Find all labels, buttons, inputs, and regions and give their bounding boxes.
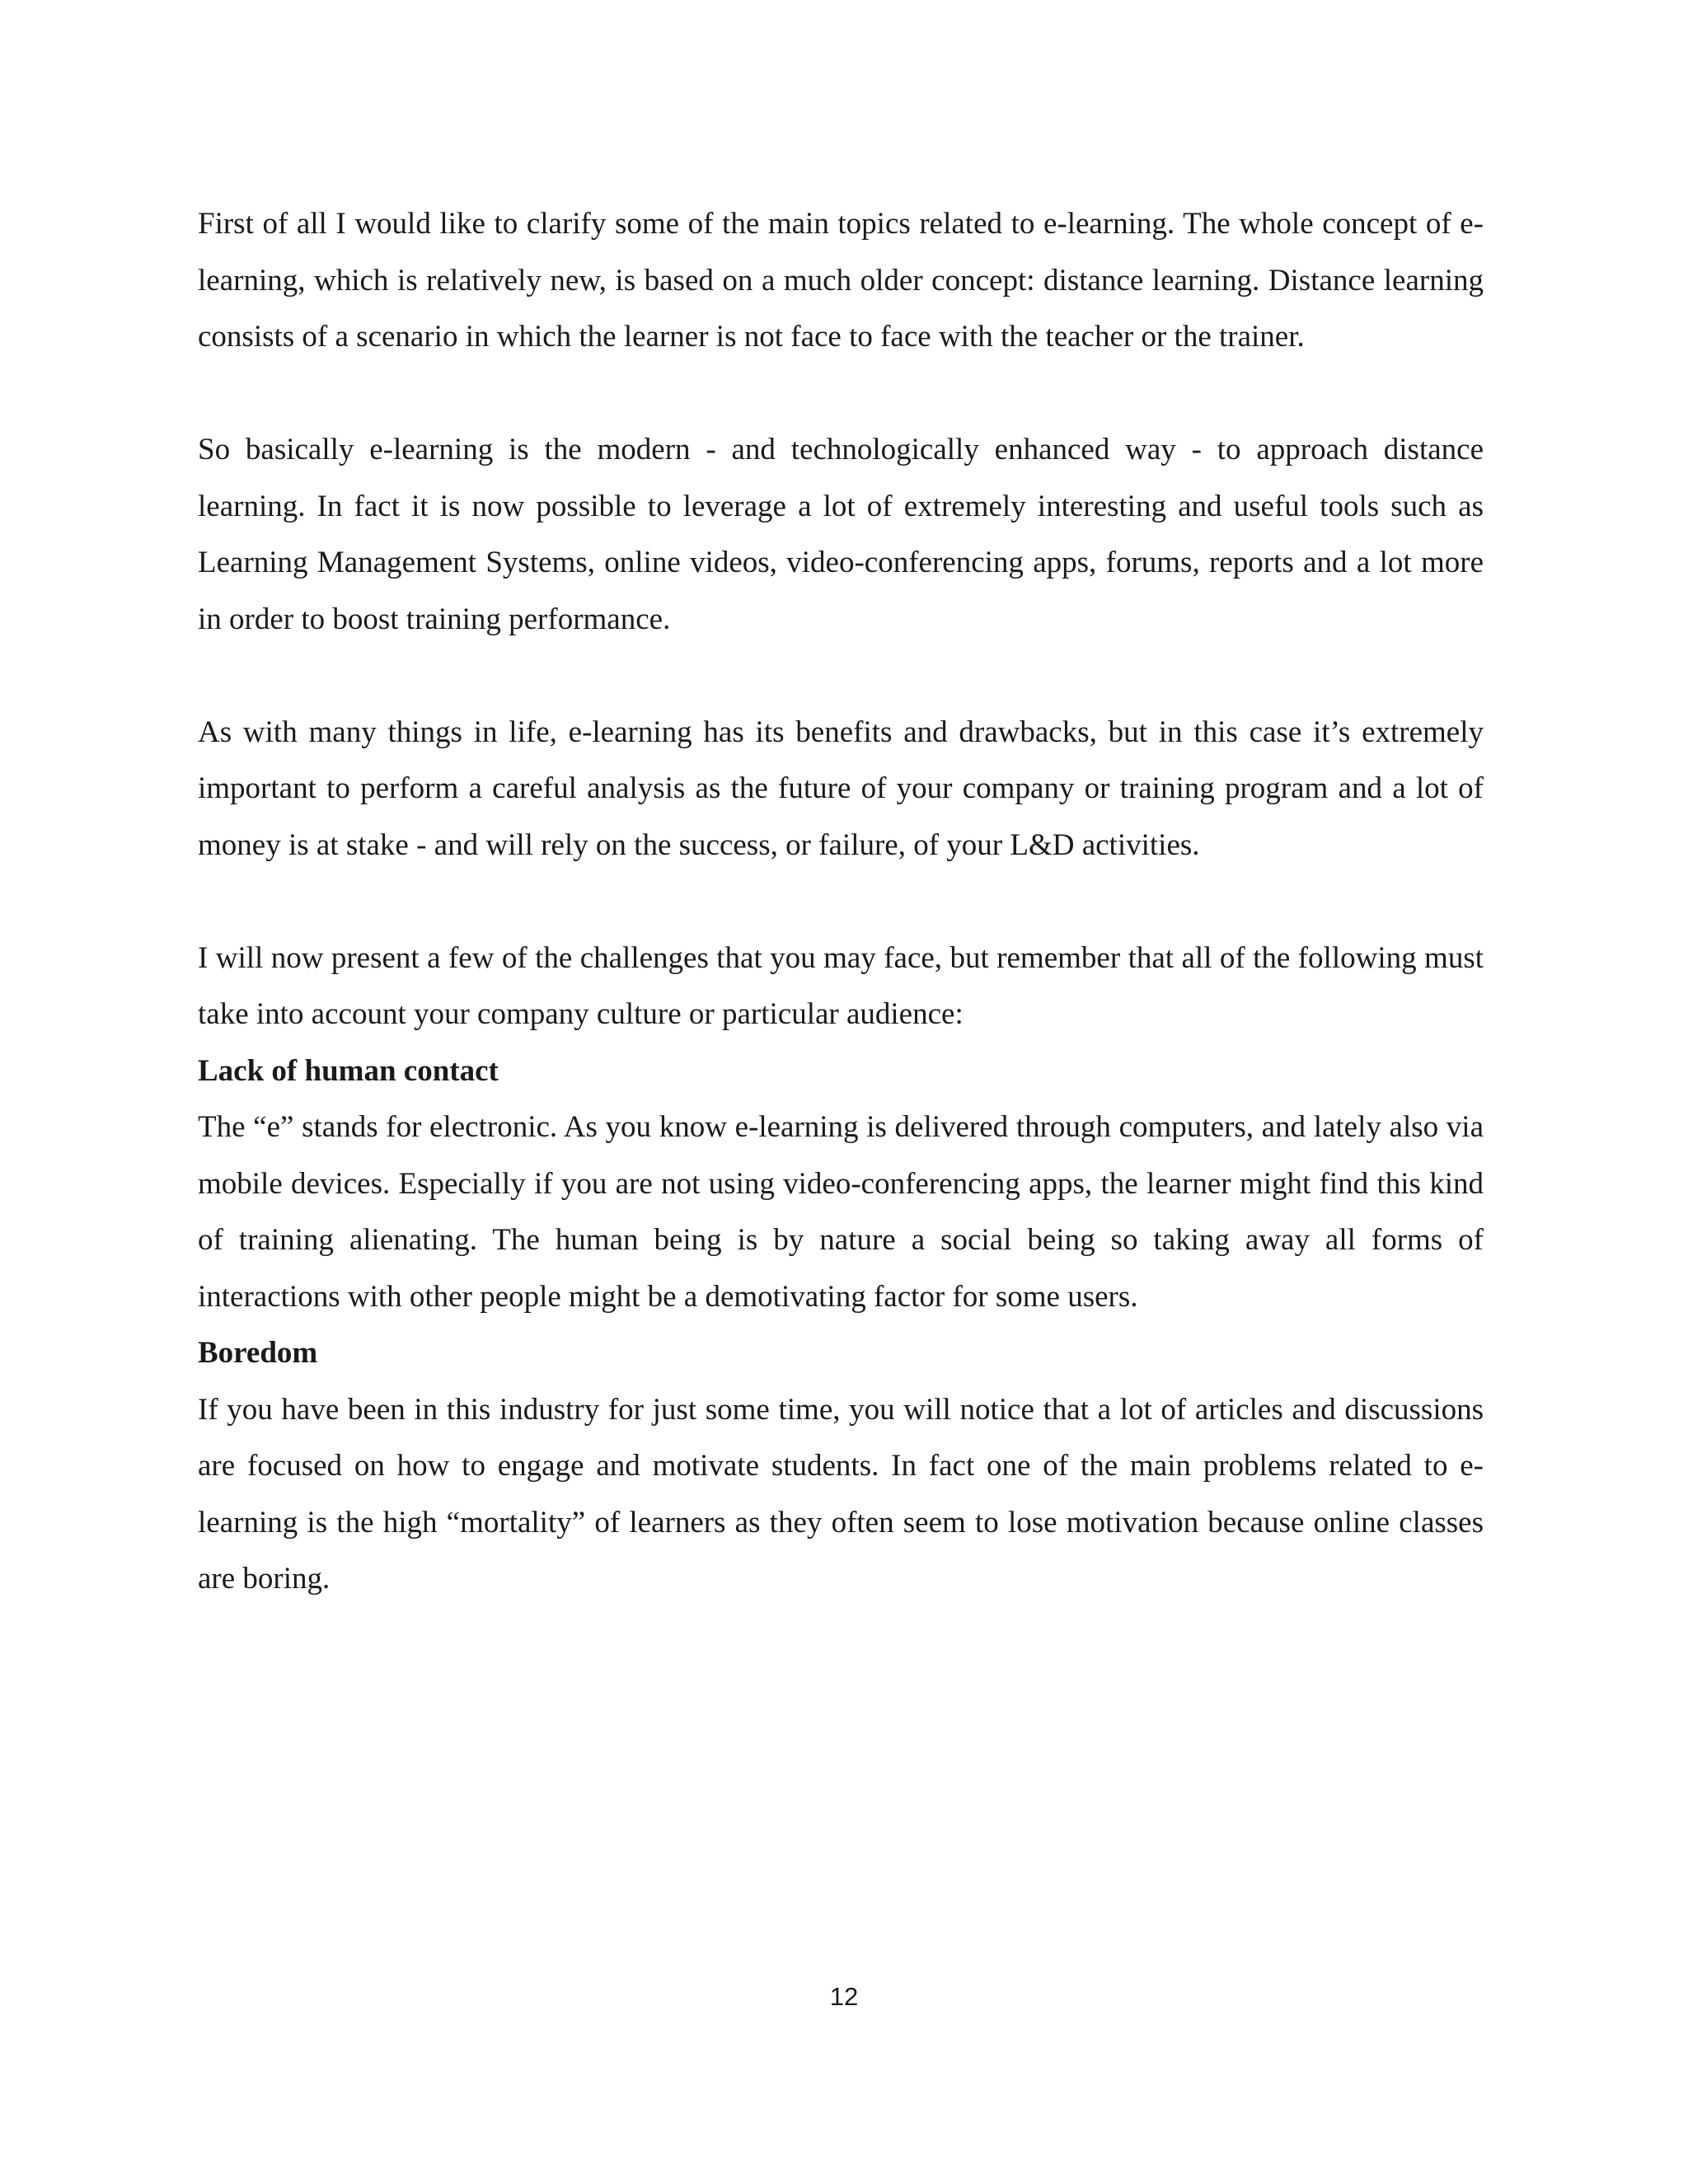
paragraph-distance-learning: First of all I would like to clarify some of the main topics related to e-learning. The whole concept of e-learning, which is relatively new, is based on a much older concept: distance learning. Distance learning consists of a scenario in which the learner is not face to face with the teacher or the trainer. — [198, 207, 1484, 354]
heading-boredom: Boredom — [198, 1336, 318, 1370]
heading-lack-of-human-contact: Lack of human contact — [198, 1053, 499, 1088]
page-number: 12 — [829, 1982, 859, 2011]
paragraph-modern-elearning: So basically e-learning is the modern - and technologically enhanced way - to approach distance learning. In fact it is now possible to leverage a lot of extremely interesting and useful tools such as Learning Management Systems, online videos, video-conferencing apps, forums, reports and a lot more in order to boost training performance. — [198, 433, 1484, 636]
body-text — [198, 196, 1484, 1608]
paragraph-benefits-drawbacks: As with many things in life, e-learning has its benefits and drawbacks, but in this case it’s extremely important to perform a careful analysis as the future of your company or training program and a lot of money is at stake - and will rely on the success, or failure, of your L&D activities. — [198, 715, 1484, 862]
paragraph-lack-of-human-contact: The “e” stands for electronic. As you know e-learning is delivered through computers, and lately also via mobile devices. Especially if you are not using video-conferencing apps, the learner might find this kind of training alienating. The human being is by nature a social being so taking away all forms of interactions with other people might be a demotivating factor for some users. — [198, 1110, 1484, 1314]
paragraph-challenges-intro: I will now present a few of the challenges that you may face, but remember that all of the following must take into account your company culture or particular audience: — [198, 940, 1484, 1031]
paragraph-boredom: If you have been in this industry for just some time, you will notice that a lot of articles and discussions are focused on how to engage and motivate students. In fact one of the main problems related to e-learning is the high “mortality” of learners as they often seem to lose motivation because online classes are boring. — [198, 1392, 1484, 1596]
